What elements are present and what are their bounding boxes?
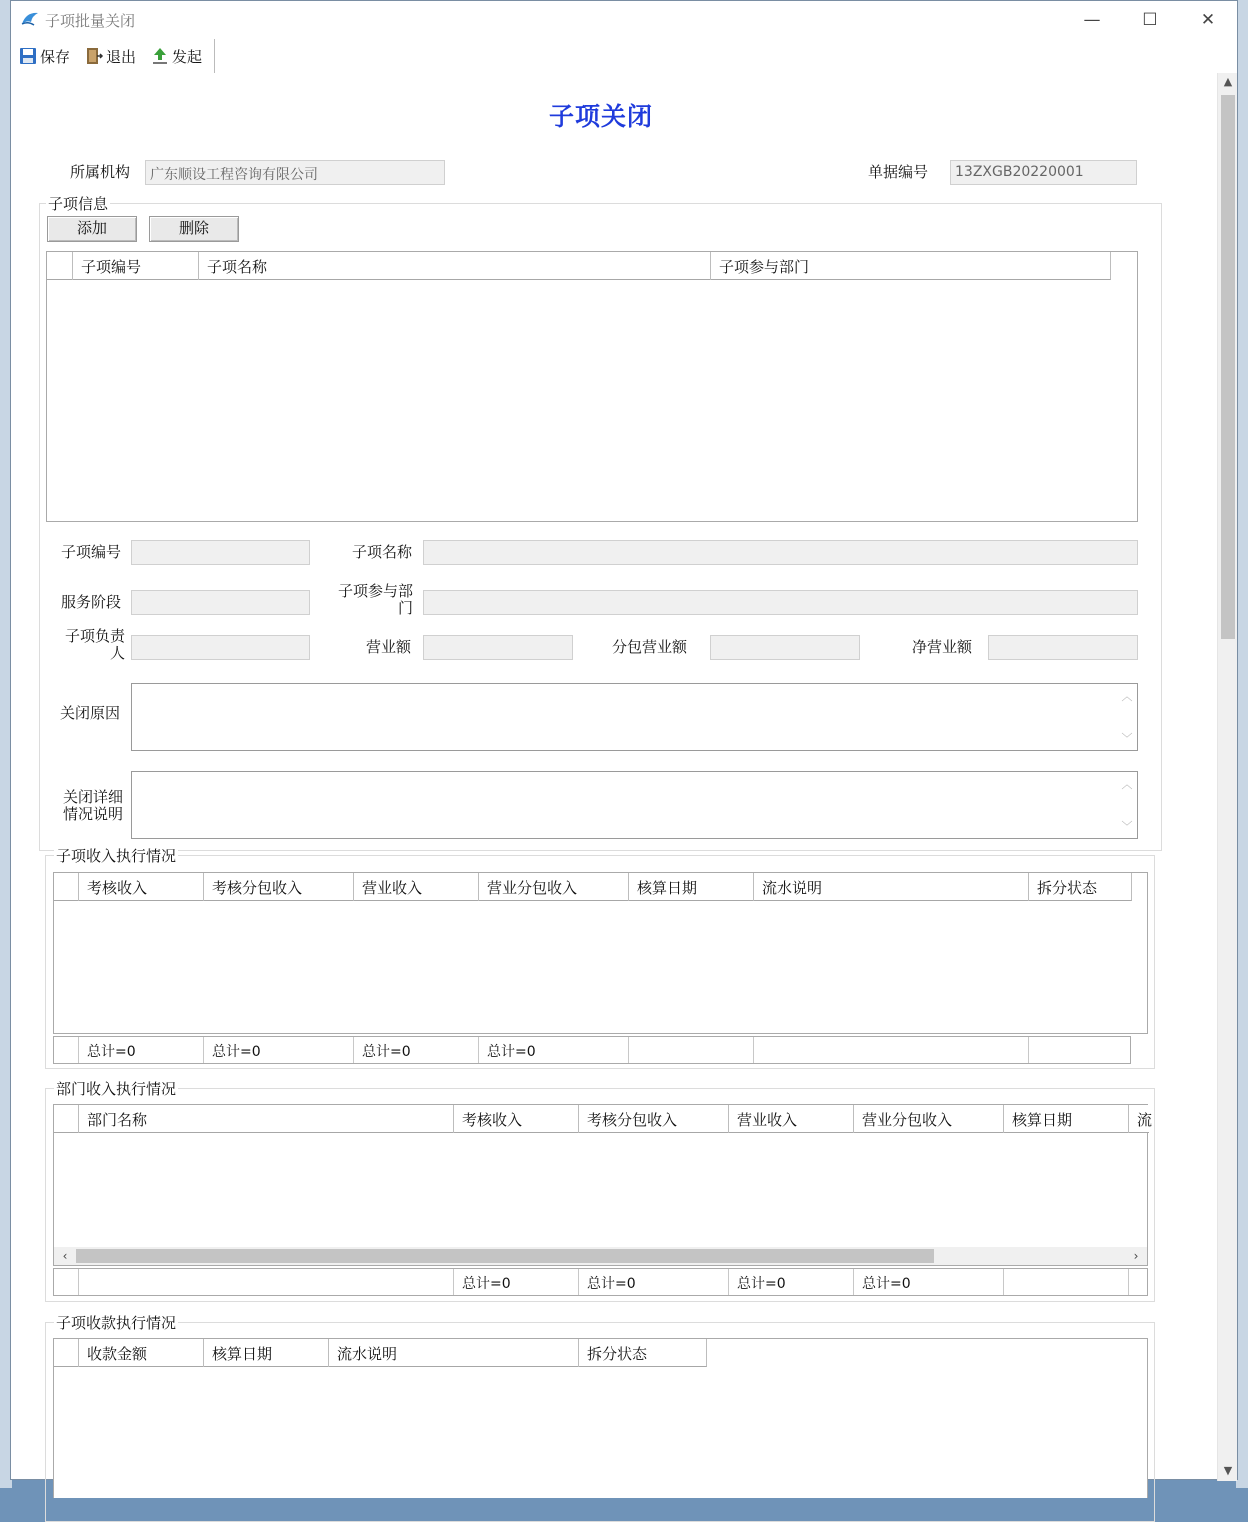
column-header[interactable]: 考核收入 — [454, 1105, 579, 1133]
scroll-up-icon[interactable]: ︿ — [1121, 778, 1133, 791]
exit-button[interactable] — [85, 44, 136, 68]
sub-revenue-label: 分包营业额 — [612, 638, 688, 656]
payment-exec-header — [54, 1339, 707, 1367]
scroll-up-icon[interactable]: ︿ — [1121, 690, 1133, 703]
net-revenue-field[interactable] — [988, 635, 1138, 660]
app-logo-icon — [20, 10, 40, 28]
stage-label: 服务阶段 — [61, 593, 122, 611]
column-header[interactable]: 子项名称 — [199, 252, 711, 280]
column-header[interactable]: 流水说明 — [329, 1339, 579, 1367]
column-header[interactable]: 收款金额 — [79, 1339, 204, 1367]
column-header[interactable]: 考核收入 — [79, 873, 204, 901]
subitem-grid[interactable] — [46, 251, 1138, 522]
scroll-up-icon[interactable]: ▲ — [1223, 75, 1233, 88]
scroll-right-icon[interactable]: › — [1133, 1249, 1139, 1263]
save-label: 保存 — [40, 47, 71, 66]
code-label: 子项编号 — [61, 543, 122, 561]
total-cell: 总计=0 — [454, 1269, 579, 1295]
close-button[interactable]: ✕ — [1200, 10, 1216, 30]
add-button[interactable]: 添加 — [47, 216, 137, 242]
hscroll-thumb[interactable] — [76, 1249, 934, 1263]
row-header-stub — [54, 1037, 79, 1063]
column-header[interactable]: 考核分包收入 — [204, 873, 354, 901]
subitem-info-title: 子项信息 — [48, 195, 109, 213]
save-button[interactable] — [19, 44, 70, 68]
doc-no-field[interactable]: 13ZXGB20220001 — [950, 160, 1137, 185]
scroll-down-icon[interactable]: ﹀ — [1121, 732, 1133, 745]
upload-arrow-icon — [151, 47, 169, 65]
code-field[interactable] — [131, 540, 310, 565]
column-header[interactable]: 核算日期 — [1004, 1105, 1129, 1133]
exit-label: 退出 — [106, 47, 137, 66]
close-reason-scrollbar[interactable] — [1118, 685, 1136, 749]
stage-field[interactable] — [131, 590, 310, 615]
column-header[interactable]: 营业收入 — [354, 873, 479, 901]
form-content — [11, 73, 1219, 1481]
dialog-window — [10, 0, 1238, 1480]
name-field[interactable] — [423, 540, 1138, 565]
scroll-left-icon[interactable]: ‹ — [62, 1249, 68, 1263]
total-cell — [1029, 1037, 1130, 1063]
delete-button[interactable]: 删除 — [149, 216, 239, 242]
total-cell: 总计=0 — [79, 1037, 204, 1063]
close-reason-textarea[interactable] — [131, 683, 1138, 751]
column-header[interactable]: 营业收入 — [729, 1105, 854, 1133]
column-header[interactable]: 核算日期 — [629, 873, 754, 901]
sub-revenue-field[interactable] — [710, 635, 860, 660]
exit-door-icon — [85, 47, 103, 65]
income-exec-totals — [53, 1036, 1131, 1064]
org-field[interactable]: 广东顺设工程咨询有限公司 — [145, 160, 445, 185]
scroll-down-icon[interactable]: ▼ — [1223, 1464, 1233, 1477]
revenue-label: 营业额 — [366, 638, 412, 656]
total-cell — [79, 1269, 454, 1295]
close-detail-scrollbar[interactable] — [1118, 773, 1136, 837]
row-header-stub — [54, 873, 79, 901]
title-bar — [11, 1, 1237, 39]
dept-income-exec-title: 部门收入执行情况 — [56, 1080, 177, 1098]
dept-income-exec-totals — [53, 1268, 1148, 1296]
dept-income-hscrollbar[interactable] — [54, 1247, 1147, 1265]
column-header[interactable]: 营业分包收入 — [479, 873, 629, 901]
window-title: 子项批量关闭 — [45, 12, 136, 30]
column-header[interactable]: 拆分状态 — [587, 1345, 648, 1363]
subitem-grid-header — [47, 252, 1111, 280]
column-header[interactable]: 子项编号 — [73, 252, 199, 280]
column-header[interactable]: 考核分包收入 — [579, 1105, 729, 1133]
total-cell — [1129, 1269, 1147, 1295]
total-cell: 总计=0 — [479, 1037, 629, 1063]
revenue-field[interactable] — [423, 635, 573, 660]
income-exec-title: 子项收入执行情况 — [56, 847, 177, 865]
column-header[interactable]: 核算日期 — [204, 1339, 329, 1367]
column-header[interactable]: 流水说明 — [754, 873, 1029, 901]
doc-no-label: 单据编号 — [868, 163, 929, 181]
form-title: 子项关闭 — [548, 102, 653, 131]
payment-exec-title: 子项收款执行情况 — [56, 1314, 177, 1332]
total-cell — [754, 1037, 1029, 1063]
org-label: 所属机构 — [70, 163, 131, 181]
row-header-stub — [54, 1269, 79, 1295]
submit-label: 发起 — [172, 47, 203, 66]
row-header-stub — [54, 1339, 79, 1367]
toolbar — [11, 39, 215, 73]
payment-exec-grid[interactable] — [53, 1338, 1148, 1498]
total-cell — [1004, 1269, 1129, 1295]
owner-field[interactable] — [131, 635, 310, 660]
total-cell: 总计=0 — [204, 1037, 354, 1063]
minimize-button[interactable]: — — [1083, 10, 1101, 30]
dept-field[interactable] — [423, 590, 1138, 615]
submit-button[interactable] — [151, 44, 202, 68]
column-header[interactable]: 子项参与部门 — [719, 258, 810, 276]
dept-label: 子项参与部门 — [337, 582, 413, 617]
column-header[interactable]: 营业分包收入 — [854, 1105, 1004, 1133]
dept-income-exec-header — [54, 1105, 1153, 1133]
total-cell: 总计=0 — [729, 1269, 854, 1295]
close-detail-textarea[interactable] — [131, 771, 1138, 839]
owner-label: 子项负责人 — [64, 627, 125, 662]
dept-income-exec-grid[interactable] — [53, 1104, 1153, 1266]
column-header[interactable]: 部门名称 — [79, 1105, 454, 1133]
floppy-disk-icon — [19, 47, 37, 65]
name-label: 子项名称 — [352, 543, 413, 561]
close-detail-label: 关闭详细情况说明 — [62, 788, 123, 823]
net-revenue-label: 净营业额 — [912, 638, 973, 656]
income-exec-header — [54, 873, 1132, 901]
row-header-stub — [47, 252, 73, 280]
vertical-scrollbar[interactable] — [1217, 73, 1237, 1481]
total-cell: 总计=0 — [854, 1269, 1004, 1295]
maximize-button[interactable]: ☐ — [1142, 10, 1158, 30]
total-cell — [629, 1037, 754, 1063]
scroll-down-icon[interactable]: ﹀ — [1121, 820, 1133, 833]
row-header-stub — [54, 1105, 79, 1133]
total-cell: 总计=0 — [579, 1269, 729, 1295]
close-reason-label: 关闭原因 — [60, 704, 121, 722]
vscroll-thumb[interactable] — [1221, 95, 1235, 639]
total-cell: 总计=0 — [354, 1037, 479, 1063]
column-header[interactable]: 流 — [1137, 1111, 1153, 1129]
column-header[interactable]: 拆分状态 — [1037, 879, 1098, 897]
income-exec-grid[interactable] — [53, 872, 1148, 1034]
